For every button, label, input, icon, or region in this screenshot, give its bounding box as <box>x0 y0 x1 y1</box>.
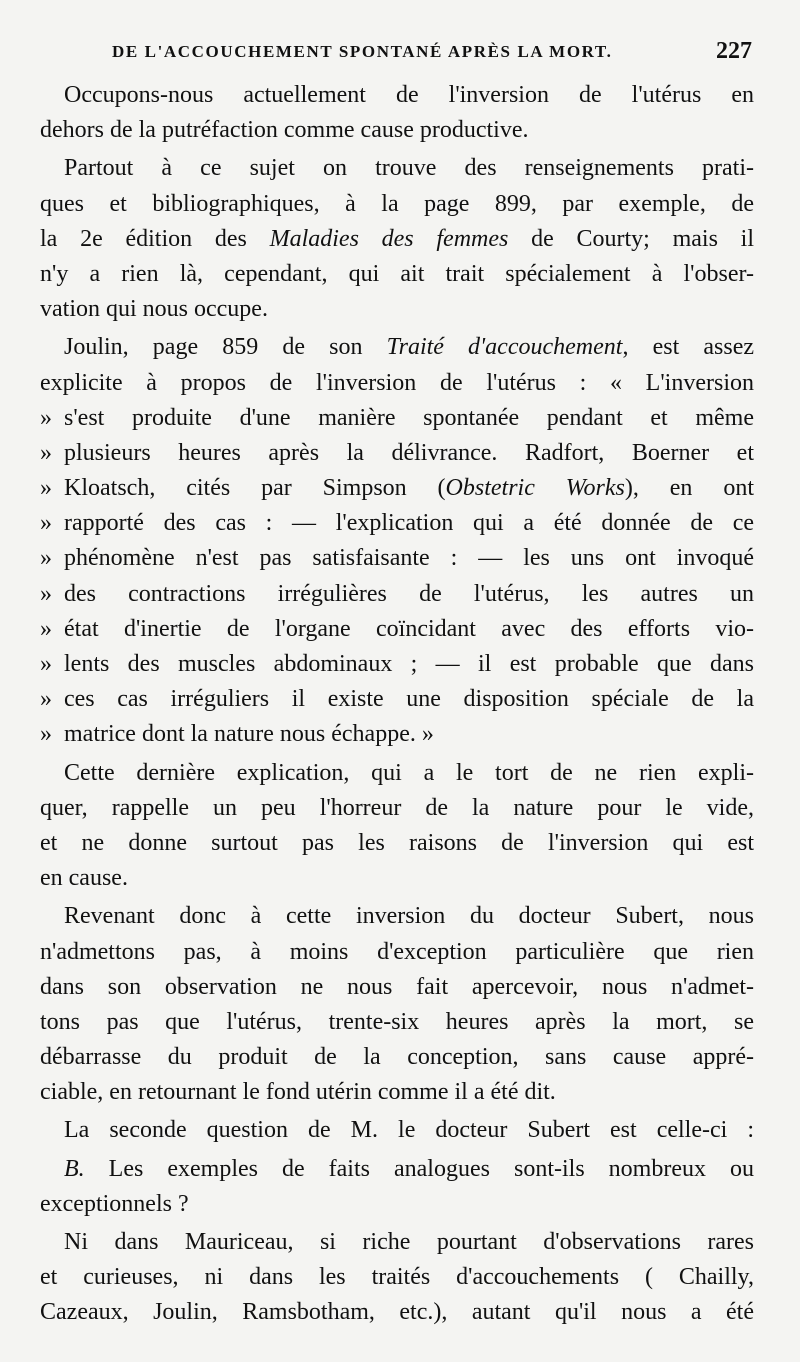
text-line: Cazeaux, Joulin, Ramsbotham, etc.), autant qu'il nous a été <box>40 1299 754 1326</box>
text-line: » plusieurs heures après la délivrance. Radfort, Boerner et <box>40 436 754 471</box>
text-line: » phénomène n'est pas satisfaisante : — les uns ont invoqué <box>40 541 754 576</box>
quote-mark: » <box>40 651 52 677</box>
page-header <box>112 38 752 72</box>
text-line: » état d'inertie de l'organe coïncidant avec des efforts vio- <box>40 612 754 647</box>
text-line: » matrice dont la nature nous échappe. » <box>40 717 754 752</box>
quote-mark: » <box>40 475 52 502</box>
quote-mark: » <box>40 721 52 748</box>
body-text <box>40 78 754 1331</box>
quote-mark: » <box>40 615 52 642</box>
text-line: ques et bibliographiques, à la page 899, par exemple, de <box>40 190 754 217</box>
quote-mark: » <box>40 404 52 431</box>
text-line: quer, rappelle un peu l'horreur de la nature pour le vide, <box>40 794 754 821</box>
running-head: DE L'ACCOUCHEMENT SPONTANÉ APRÈS LA MORT. <box>112 42 613 61</box>
text-line: dehors de la putréfaction comme cause productive. <box>40 117 529 144</box>
text-line: Partout à ce sujet on trouve des renseignements prati- <box>64 155 754 182</box>
text-line: » s'est produite d'une manière spontanée pendant et même <box>40 401 754 436</box>
quote-mark: » <box>40 439 52 466</box>
text-line: et ne donne surtout pas les raisons de l'inversion qui est <box>40 829 754 856</box>
quote-mark: » <box>40 545 52 572</box>
page-number: 227 <box>716 38 752 64</box>
text-line: débarrasse du produit de la conception, sans cause appré- <box>40 1044 754 1071</box>
text-line: La seconde question de M. le docteur Subert est celle-ci : <box>64 1117 754 1144</box>
text-line: en cause. <box>40 865 128 892</box>
text-line: Occupons-nous actuellement de l'inversion de l'utérus en <box>64 82 754 108</box>
text-line: » des contractions irrégulières de l'utérus, les autres un <box>40 577 754 612</box>
text-line: B. Les exemples de faits analogues sont-ils nombreux ou <box>64 1155 754 1182</box>
text-line: » lents des muscles abdominaux ; — il est probable que dans <box>40 647 754 682</box>
text-line: Ni dans Mauriceau, si riche pourtant d'observations rares <box>64 1229 754 1255</box>
text-line: dans son observation ne nous fait apercevoir, nous n'admet- <box>40 973 754 1000</box>
text-line: n'admettons pas, à moins d'exception particulière que rien <box>40 938 754 965</box>
text-line: la 2e édition des Maladies des femmes de Courty; mais il <box>40 225 754 252</box>
quote-mark: » <box>40 510 52 537</box>
text-line: » rapporté des cas : — l'explication qui a été donnée de ce <box>40 506 754 541</box>
text-line: et curieuses, ni dans les traités d'accouchements ( Chailly, <box>40 1264 754 1291</box>
text-line: ciable, en retournant le fond utérin comme il a été dit. <box>40 1079 556 1106</box>
quote-mark: » <box>40 686 52 713</box>
text-line: tons pas que l'utérus, trente-six heures après la mort, se <box>40 1008 754 1035</box>
text-line: Cette dernière explication, qui a le tort de ne rien expli- <box>64 759 754 786</box>
text-line: » Kloatsch, cités par Simpson (Obstetric Works), en ont <box>40 471 754 506</box>
text-line: vation qui nous occupe. <box>40 296 268 323</box>
text-line: Revenant donc à cette inversion du docteur Subert, nous <box>64 903 754 930</box>
text-line: Joulin, page 859 de son Traité d'accouchement, est assez <box>64 334 754 361</box>
text-line: exceptionnels ? <box>40 1190 189 1217</box>
text-line: explicite à propos de l'inversion de l'utérus : « L'inversion <box>40 369 754 396</box>
text-line: » ces cas irréguliers il existe une disposition spéciale de la <box>40 682 754 717</box>
quote-mark: » <box>40 580 52 607</box>
text-line: n'y a rien là, cependant, qui ait trait spécialement à l'obser- <box>40 260 754 287</box>
